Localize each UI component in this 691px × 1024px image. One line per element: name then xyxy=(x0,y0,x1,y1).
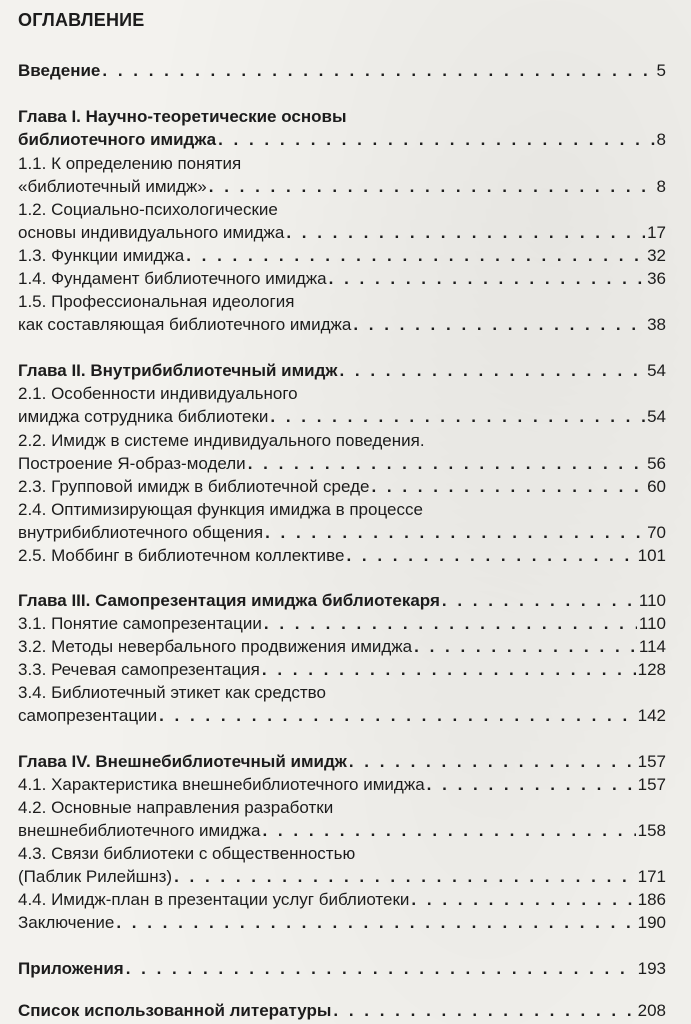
toc-entry-page: 32 xyxy=(647,246,666,265)
toc-entry xyxy=(18,222,666,244)
toc-entry-page: 171 xyxy=(637,867,666,886)
toc-entry-text: Приложения xyxy=(18,959,124,978)
toc-entry-text: Заключение xyxy=(18,913,115,932)
toc-entry xyxy=(18,636,666,658)
toc-entry-text: 4.2. Основные направления разработки xyxy=(18,798,334,817)
toc-entry-page: 54 xyxy=(647,361,666,380)
toc-entry-text: 1.1. К определению понятия xyxy=(18,154,242,173)
toc-entry xyxy=(18,866,666,888)
toc-entry-text: Глава IV. Внешнебиблиотечный имидж xyxy=(18,752,347,771)
toc-leader-dots xyxy=(248,453,645,475)
toc-leader-dots xyxy=(159,705,636,727)
toc-leader-dots xyxy=(262,659,636,681)
toc-entry-text: 2.5. Моббинг в библиотечном коллективе xyxy=(18,546,345,565)
toc-entry xyxy=(18,774,666,796)
toc-entry-page: 56 xyxy=(647,454,666,473)
toc-entry-page: 54 xyxy=(647,407,666,426)
toc-entry xyxy=(18,682,666,704)
toc-entry xyxy=(18,245,666,267)
toc-entry xyxy=(18,889,666,911)
toc-entry-text: 1.4. Фундамент библиотечного имиджа xyxy=(18,269,327,288)
toc-entry-text: 4.4. Имидж-план в презентации услуг библиотеки xyxy=(18,890,410,909)
toc-entry-text: Глава III. Самопрезентация имиджа библиотекаря xyxy=(18,591,440,610)
toc-entry-page: 8 xyxy=(656,130,666,149)
toc-entry xyxy=(18,958,666,980)
toc-entry-page: 70 xyxy=(647,523,666,542)
toc-entry xyxy=(18,106,666,128)
toc-entry xyxy=(18,268,666,290)
toc-entry-text: Введение xyxy=(18,61,101,80)
toc-entry xyxy=(18,751,666,773)
toc-entry-page: 186 xyxy=(637,890,666,909)
toc-entry-page: 110 xyxy=(638,591,666,610)
toc-leader-dots xyxy=(218,129,654,151)
toc-leader-dots xyxy=(126,958,636,980)
toc-entry-page: 38 xyxy=(647,315,666,334)
toc-leader-dots xyxy=(353,314,645,336)
toc-entry-text: 3.3. Речевая самопрезентация xyxy=(18,660,260,679)
toc-entry-page: 158 xyxy=(637,821,666,840)
toc-entry-text: имиджа сотрудника библиотеки xyxy=(18,407,269,426)
toc-entry-text: как составляющая библиотечного имиджа xyxy=(18,315,352,334)
toc-leader-dots xyxy=(427,774,636,796)
toc-entry-text: «библиотечный имидж» xyxy=(18,177,207,196)
toc-entry xyxy=(18,797,666,819)
toc-entry xyxy=(18,1000,666,1022)
toc-entry xyxy=(18,129,666,151)
toc-entry-page: 101 xyxy=(637,546,666,565)
toc-entry-text: внешнебиблиотечного имиджа xyxy=(18,821,261,840)
toc-entry xyxy=(18,176,666,198)
toc-entry xyxy=(18,613,666,635)
toc-entry xyxy=(18,545,666,567)
toc-leader-dots xyxy=(209,176,655,198)
toc-entry-text: основы индивидуального имиджа xyxy=(18,223,285,242)
toc-entry xyxy=(18,383,666,405)
toc-entry-page: 5 xyxy=(656,61,666,80)
toc-entry-page: 60 xyxy=(647,477,666,496)
toc-entry-page: 36 xyxy=(647,269,666,288)
toc-entry-page: 142 xyxy=(637,706,666,725)
toc-entry xyxy=(18,199,666,221)
toc-leader-dots xyxy=(339,360,645,382)
toc-title: ОГЛАВЛЕНИЕ xyxy=(18,10,145,30)
toc-leader-dots xyxy=(411,889,635,911)
toc-leader-dots xyxy=(414,636,637,658)
toc-entry xyxy=(18,912,666,934)
toc-entry xyxy=(18,430,666,452)
toc-leader-dots xyxy=(329,268,645,290)
toc-entry-page: 17 xyxy=(647,223,666,242)
toc-entry-text: 3.4. Библиотечный этикет как средство xyxy=(18,683,326,702)
toc-leader-dots xyxy=(116,912,635,934)
toc-entry xyxy=(18,406,666,428)
toc-leader-dots xyxy=(442,590,637,612)
toc-entry xyxy=(18,705,666,727)
toc-leader-dots xyxy=(174,866,636,888)
toc-leader-dots xyxy=(371,476,645,498)
toc-entry-text: 1.5. Профессиональная идеология xyxy=(18,292,295,311)
toc-entry-text: (Паблик Рилейшнз) xyxy=(18,867,173,886)
toc-entry-text: Глава II. Внутрибиблиотечный имидж xyxy=(18,361,338,380)
toc-leader-dots xyxy=(186,245,645,267)
toc-entry-text: 3.1. Понятие самопрезентации xyxy=(18,614,262,633)
toc-entry-text: 4.3. Связи библиотеки с общественностью xyxy=(18,844,356,863)
toc-entry xyxy=(18,291,666,313)
toc-entry xyxy=(18,360,666,382)
toc-entry xyxy=(18,314,666,336)
toc-entry-page: 110 xyxy=(638,614,666,633)
toc-entry-page: 208 xyxy=(637,1001,666,1020)
toc-entry-text: 1.3. Функции имиджа xyxy=(18,246,185,265)
toc-leader-dots xyxy=(265,522,645,544)
toc-entry-text: Список использованной литературы xyxy=(18,1001,332,1020)
toc-leader-dots xyxy=(270,406,645,428)
toc-entry-text: 2.4. Оптимизирующая функция имиджа в процессе xyxy=(18,500,423,519)
toc-leader-dots xyxy=(286,222,645,244)
toc-entry xyxy=(18,590,666,612)
toc-leader-dots xyxy=(346,545,635,567)
toc-leader-dots xyxy=(349,751,636,773)
toc-entry-page: 190 xyxy=(637,913,666,932)
toc-leader-dots xyxy=(102,60,654,82)
toc-entry xyxy=(18,659,666,681)
toc-entry-page: 157 xyxy=(637,775,666,794)
toc-entry xyxy=(18,522,666,544)
toc-entry-text: 4.1. Характеристика внешнебиблиотечного имиджа xyxy=(18,775,425,794)
toc-entry-text: Построение Я-образ-модели xyxy=(18,454,246,473)
toc-entry-text: 2.2. Имидж в системе индивидуального поведения. xyxy=(18,431,425,450)
toc-entry xyxy=(18,843,666,865)
toc-entry-text: 2.1. Особенности индивидуального xyxy=(18,384,298,403)
toc-entry-page: 8 xyxy=(656,177,666,196)
toc-entry xyxy=(18,476,666,498)
toc-entry-text: Глава I. Научно-теоретические основы xyxy=(18,107,347,126)
toc-entry-text: 1.2. Социально-психологические xyxy=(18,200,278,219)
toc-leader-dots xyxy=(262,820,635,842)
toc-entry-text: самопрезентации xyxy=(18,706,158,725)
toc-entry-text: внутрибиблиотечного общения xyxy=(18,523,264,542)
toc-entry-text: библиотечного имиджа xyxy=(18,130,217,149)
toc-entry-page: 114 xyxy=(638,637,666,656)
toc-entry xyxy=(18,60,666,82)
toc-entry-text: 3.2. Методы невербального продвижения имиджа xyxy=(18,637,413,656)
toc-entry xyxy=(18,153,666,175)
toc-leader-dots xyxy=(333,1000,635,1022)
toc-entry xyxy=(18,499,666,521)
toc-entry-page: 157 xyxy=(637,752,666,771)
toc-leader-dots xyxy=(264,613,637,635)
toc-entry-page: 128 xyxy=(637,660,666,679)
toc-entry xyxy=(18,820,666,842)
toc-entry-page: 193 xyxy=(637,959,666,978)
toc-entry xyxy=(18,453,666,475)
toc-entry-text: 2.3. Групповой имидж в библиотечной среде xyxy=(18,477,370,496)
